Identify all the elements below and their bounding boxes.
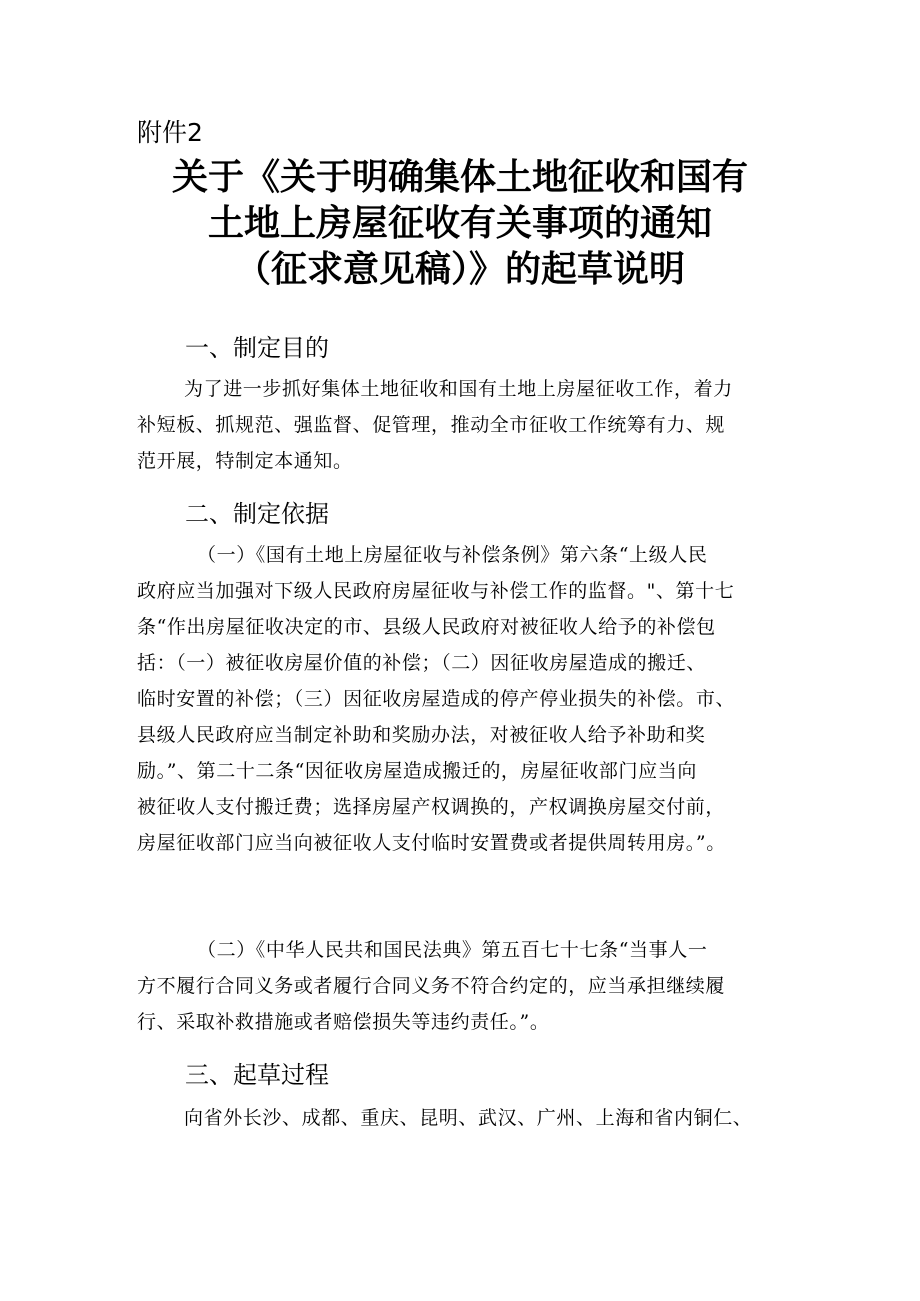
document-title bbox=[120, 155, 800, 293]
paragraph-line: 补短板、抓规范、强监督、促管理，推动全市征收工作统筹有力、规 bbox=[137, 414, 726, 436]
paragraph-line: 范开展，特制定本通知。 bbox=[137, 450, 353, 472]
paragraph-drafting-process bbox=[137, 1100, 792, 1136]
paragraph-line: （二）《中华人民共和国民法典》第五百七十七条“当事人一 bbox=[197, 939, 708, 961]
title-line-3: （征求意见稿）》的起草说明 bbox=[234, 249, 685, 290]
paragraph-line: （一）《国有土地上房屋征收与补偿条例》第六条“上级人民 bbox=[197, 544, 708, 566]
title-line-2: 土地上房屋征收有关事项的通知 bbox=[207, 203, 712, 244]
paragraph-line: 行、采取补救措施或者赔偿损失等违约责任。”。 bbox=[137, 1011, 550, 1033]
paragraph-line: 被征收人支付搬迁费；选择房屋产权调换的，产权调换房屋交付前， bbox=[137, 796, 726, 818]
section-heading-basis: 二、制定依据 bbox=[185, 500, 329, 528]
section-heading-drafting-process: 三、起草过程 bbox=[185, 1061, 329, 1089]
paragraph-line: 房屋征收部门应当向被征收人支付临时安置费或者提供周转用房。”。 bbox=[137, 832, 726, 854]
paragraph-basis-1 bbox=[137, 537, 792, 861]
section-heading-purpose: 一、制定目的 bbox=[185, 334, 329, 362]
paragraph-line: 县级人民政府应当制定补助和奖励办法，对被征收人给予补助和奖 bbox=[137, 724, 706, 746]
attachment-label: 附件2 bbox=[137, 118, 203, 147]
paragraph-line: 向省外长沙、成都、重庆、昆明、武汉、广州、上海和省内铜仁、 bbox=[184, 1107, 753, 1129]
paragraph-line: 方不履行合同义务或者履行合同义务不符合约定的，应当承担继续履 bbox=[137, 975, 726, 997]
paragraph-line: 条“作出房屋征收决定的市、县级人民政府对被征收人给予的补偿包 bbox=[137, 616, 716, 638]
paragraph-line: 括：（一）被征收房屋价值的补偿；（二）因征收房屋造成的搬迁、 bbox=[137, 652, 707, 674]
paragraph-line: 为了进一步抓好集体土地征收和国有土地上房屋征收工作，着力 bbox=[184, 378, 733, 400]
paragraph-basis-2 bbox=[137, 932, 792, 1040]
paragraph-line: 政府应当加强对下级人民政府房屋征收与补偿工作的监督。"、第十七 bbox=[137, 580, 735, 602]
title-line-1: 关于《关于明确集体土地征收和国有 bbox=[171, 157, 748, 198]
paragraph-line: 励。”、第二十二条“因征收房屋造成搬迁的，房屋征收部门应当向 bbox=[137, 760, 697, 782]
paragraph-line: 临时安置的补偿；（三）因征收房屋造成的停产停业损失的补偿。市、 bbox=[137, 688, 736, 710]
paragraph-purpose bbox=[137, 371, 792, 479]
